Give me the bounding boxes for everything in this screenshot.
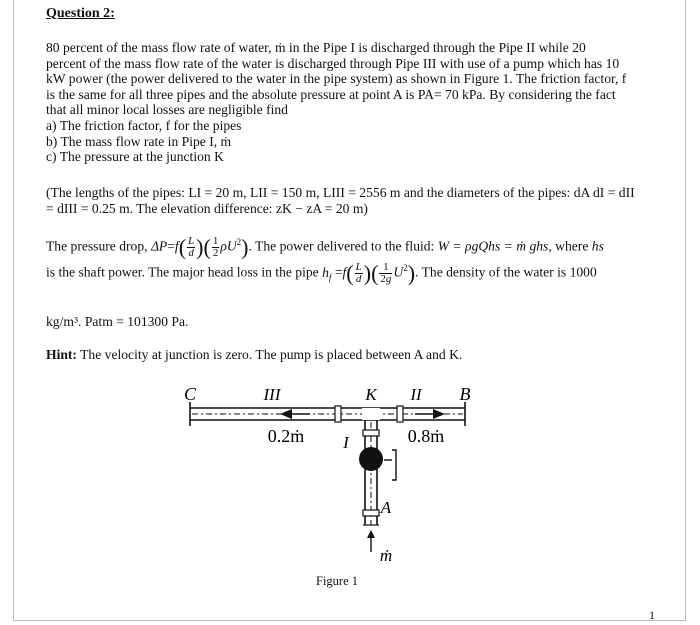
question-heading: Question 2:: [46, 6, 115, 21]
problem-line: that all minor local losses are negligible find: [46, 102, 288, 118]
flow-arrow-right: [433, 409, 445, 419]
label-k: K: [365, 385, 377, 404]
label-inflow: ṁ: [379, 546, 393, 565]
page-number: 1: [649, 608, 655, 622]
eq1-middle: . The power delivered to the fluid:: [248, 238, 435, 254]
eq2-prefix: is the shaft power. The major head loss in the pipe: [46, 264, 319, 280]
junction-k: [362, 408, 380, 420]
figure-caption: Figure 1: [316, 574, 359, 588]
flow-label-right: 0.8ṁ: [407, 426, 445, 446]
given-data: [46, 185, 658, 216]
flange-left: [335, 406, 341, 422]
problem-line: c) The pressure at the junction K: [46, 149, 224, 165]
label-pipe-iii: III: [263, 385, 281, 404]
label-pipe-i: I: [343, 433, 349, 452]
vertical-flange-top: [363, 430, 379, 436]
density-unit: kg/m³.: [46, 314, 82, 329]
given-line: = dIII = 0.25 m. The elevation difference: zK − zA = 20 m): [46, 200, 368, 216]
flange-right: [397, 406, 403, 422]
flow-label-left: 0.2ṁ: [267, 426, 305, 446]
problem-line: b) The mass flow rate in Pipe I, ṁ: [46, 133, 232, 149]
pressure-drop-equation: The pressure drop, ΔP=f( $\frac{L}{d}$ )( $\frac{1}{2}$ $\rho U^2$). The power delivered to the fluid: W = ρgQhs = ṁ ghs, where hs: [46, 234, 604, 260]
flow-arrow-left: [280, 409, 292, 419]
pipe-system-figure: [160, 380, 520, 575]
hint-text: The velocity at junction is zero. The pump is placed between A and K.: [80, 347, 463, 362]
label-pipe-ii: II: [410, 385, 422, 404]
label-b: B: [459, 384, 471, 404]
label-a: A: [380, 498, 392, 517]
eq1-suffix: where: [555, 238, 589, 254]
hint-label: Hint:: [46, 347, 77, 362]
problem-line: is the same for all three pipes and the absolute pressure at point A is PA= 70 kPa. By considering the fact: [46, 86, 616, 102]
pump-motor: [392, 450, 396, 480]
hint-line: [46, 347, 462, 363]
inflow-arrow-head: [367, 530, 375, 538]
atm-pressure: Patm = 101300 Pa.: [84, 314, 189, 329]
constants-line: [46, 314, 188, 330]
problem-line: 80 percent of the mass flow rate of water, ṁ in the Pipe I is discharged through the Pipe II while 20: [46, 40, 586, 55]
label-c: C: [183, 384, 197, 404]
eq1-prefix: The pressure drop,: [46, 238, 148, 254]
given-line: (The lengths of the pipes: LI = 20 m, LII = 150 m, LIII = 2556 m and the diameters of the pipes: dA dI = dII: [46, 185, 635, 200]
pump-icon: [359, 447, 383, 471]
problem-line: a) The friction factor, f for the pipes: [46, 117, 242, 133]
head-loss-equation: is the shaft power. The major head loss in the pipe $h_f =f$( $\frac{L}{d}$ )( $\frac{1}{2g}$ $U^2$). The density of the water is 1000: [46, 260, 597, 286]
problem-line: percent of the mass flow rate of the water is discharged through Pipe III with use of a pump which has 10: [46, 55, 620, 71]
hs-symbol: hs: [591, 238, 604, 254]
power-expression: W = ρgQhs = ṁ ghs: [437, 238, 549, 254]
eq2-suffix: . The density of the water is 1000: [415, 264, 597, 280]
problem-statement: [46, 40, 658, 165]
problem-line: kW power (the power delivered to the water in the pipe system) as shown in Figure 1. The friction factor, f: [46, 71, 627, 87]
vertical-flange-bottom: [363, 510, 379, 516]
